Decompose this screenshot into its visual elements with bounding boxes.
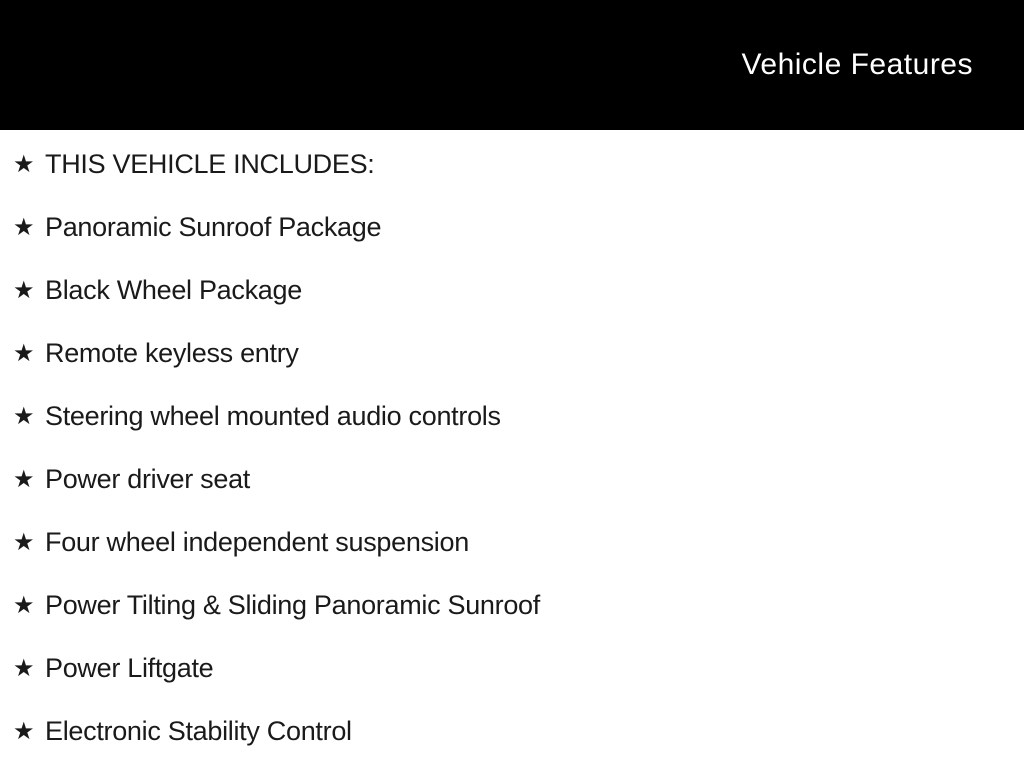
- feature-label: Panoramic Sunroof Package: [45, 212, 382, 242]
- feature-label: Remote keyless entry: [45, 338, 299, 368]
- list-item: [13, 340, 1024, 367]
- feature-label: THIS VEHICLE INCLUDES:: [45, 149, 375, 179]
- features-list: [0, 130, 1024, 745]
- star-icon: ★: [13, 340, 35, 367]
- page-title: Vehicle Features: [741, 48, 973, 81]
- page-header: [0, 0, 1024, 130]
- star-icon: ★: [13, 277, 35, 304]
- list-item: [13, 403, 1024, 430]
- star-icon: ★: [13, 466, 35, 493]
- list-item: [13, 592, 1024, 619]
- feature-label: Electronic Stability Control: [45, 716, 352, 746]
- star-icon: ★: [13, 403, 35, 430]
- star-icon: ★: [13, 655, 35, 682]
- list-item: [13, 277, 1024, 304]
- star-icon: ★: [13, 529, 35, 556]
- star-icon: ★: [13, 151, 35, 178]
- feature-label: Four wheel independent suspension: [45, 527, 469, 557]
- list-item: [13, 529, 1024, 556]
- feature-label: Power Liftgate: [45, 653, 214, 683]
- list-item: [13, 718, 1024, 745]
- star-icon: ★: [13, 718, 35, 745]
- feature-label: Power driver seat: [45, 464, 250, 494]
- feature-label: Power Tilting & Sliding Panoramic Sunroof: [45, 590, 540, 620]
- list-item: [13, 151, 1024, 178]
- list-item: [13, 214, 1024, 241]
- list-item: [13, 466, 1024, 493]
- feature-label: Black Wheel Package: [45, 275, 302, 305]
- feature-label: Steering wheel mounted audio controls: [45, 401, 501, 431]
- list-item: [13, 655, 1024, 682]
- star-icon: ★: [13, 214, 35, 241]
- star-icon: ★: [13, 592, 35, 619]
